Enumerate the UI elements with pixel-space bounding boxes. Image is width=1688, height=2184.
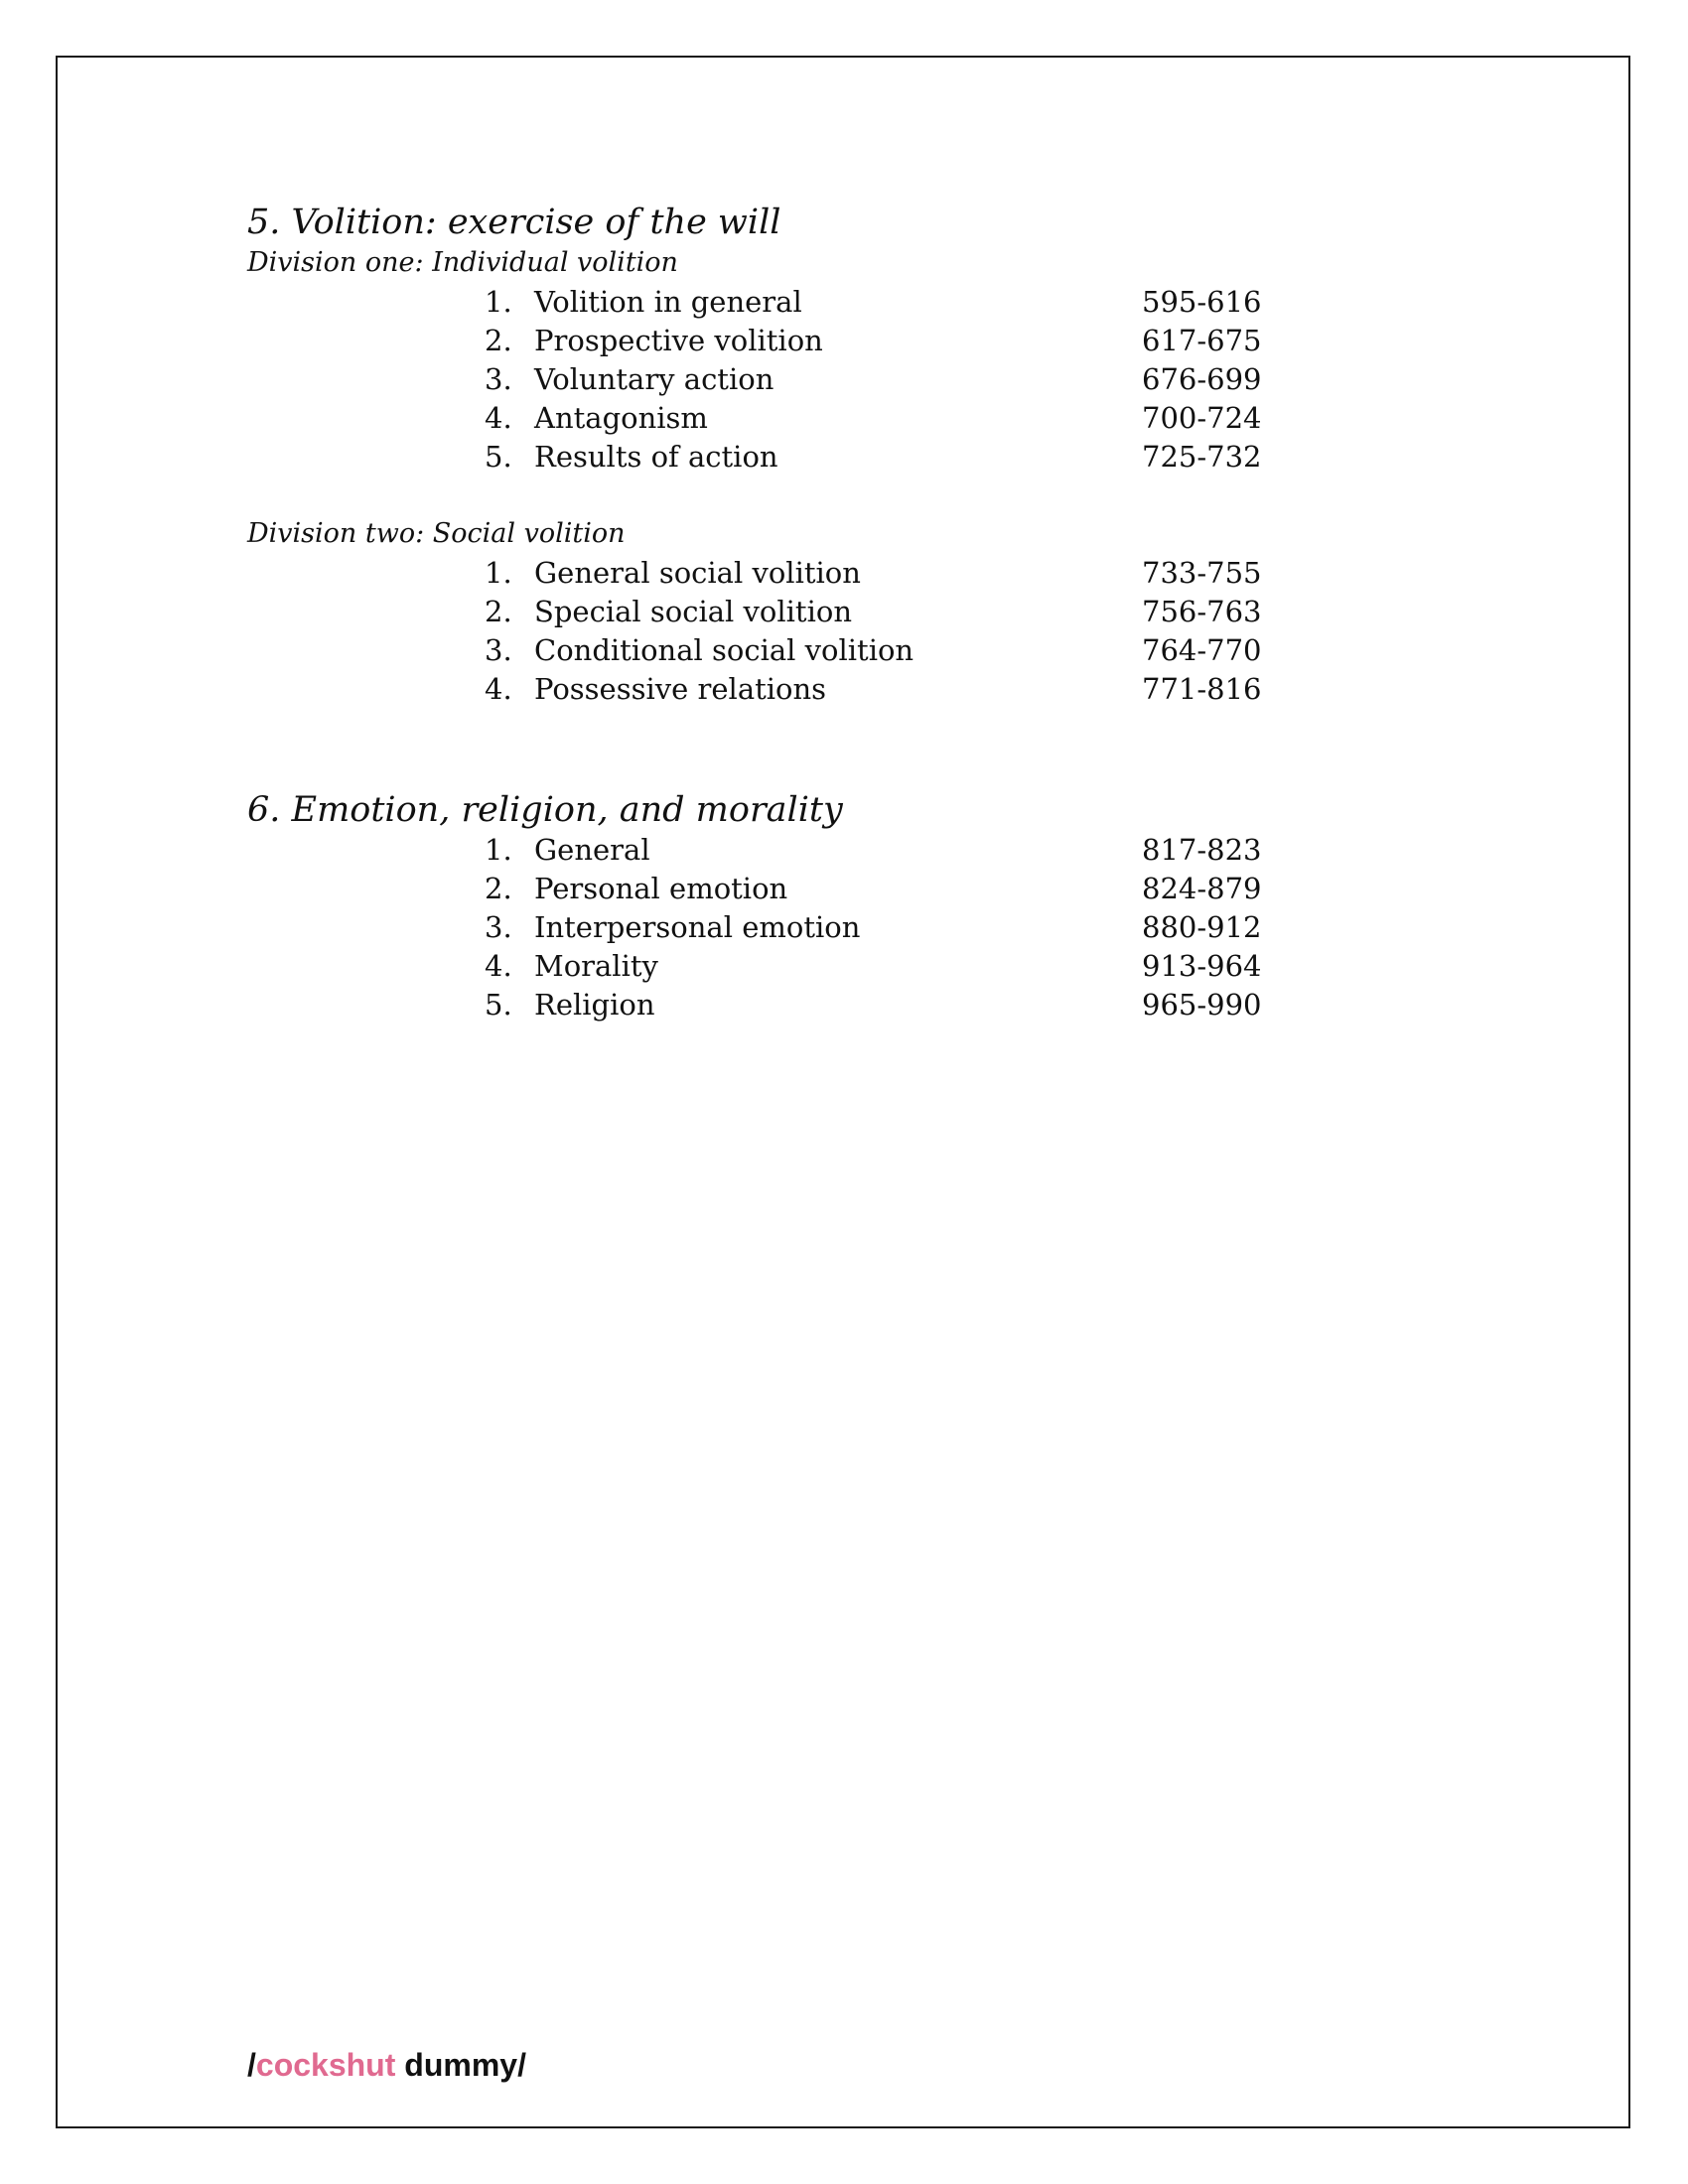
item-page-range: 824-879 (1142, 872, 1262, 905)
item-label: Personal emotion (534, 872, 788, 905)
item-page-range: 725-732 (1142, 440, 1262, 474)
item-page-range: 965-990 (1142, 988, 1262, 1022)
list-item: 4. Morality 913-964 (0, 947, 1688, 986)
footer-brand-name: cockshut (255, 2047, 396, 2083)
item-page-range: 913-964 (1142, 949, 1262, 983)
list-item: 5. Religion 965-990 (0, 986, 1688, 1024)
footer-suffix: dummy/ (395, 2047, 526, 2083)
item-label: Special social volition (534, 595, 852, 628)
division-heading-social-volition: Division two: Social volition (247, 518, 626, 549)
item-label: Results of action (534, 440, 778, 474)
item-label: Morality (534, 949, 658, 983)
item-label: General social volition (534, 556, 861, 590)
list-item: 1. Volition in general 595-616 (0, 283, 1688, 322)
section-heading-emotion-religion-morality: 6. Emotion, religion, and morality (247, 790, 843, 830)
list-item: 3. Voluntary action 676-699 (0, 360, 1688, 399)
item-label: Voluntary action (534, 362, 774, 396)
item-page-range: 595-616 (1142, 285, 1262, 319)
item-label: Volition in general (534, 285, 802, 319)
section-heading-volition: 5. Volition: exercise of the will (247, 203, 781, 242)
item-page-range: 817-823 (1142, 833, 1262, 867)
list-item: 3. Conditional social volition 764-770 (0, 631, 1688, 670)
footer-logo (247, 2045, 526, 2085)
item-page-range: 733-755 (1142, 556, 1262, 590)
division-heading-individual-volition: Division one: Individual volition (247, 247, 678, 278)
item-label: Interpersonal emotion (534, 910, 861, 944)
item-label: General (534, 833, 650, 867)
list-item: 5. Results of action 725-732 (0, 438, 1688, 477)
list-item: 4. Possessive relations 771-816 (0, 670, 1688, 709)
list-item: 2. Personal emotion 824-879 (0, 870, 1688, 908)
item-page-range: 617-675 (1142, 324, 1262, 357)
list-item: 4. Antagonism 700-724 (0, 399, 1688, 438)
list-item: 2. Special social volition 756-763 (0, 593, 1688, 631)
list-item: 1. General social volition 733-755 (0, 554, 1688, 593)
item-label: Antagonism (534, 401, 708, 435)
item-page-range: 676-699 (1142, 362, 1262, 396)
item-page-range: 880-912 (1142, 910, 1262, 944)
footer-slash: / (247, 2047, 256, 2083)
item-page-range: 756-763 (1142, 595, 1262, 628)
item-label: Prospective volition (534, 324, 823, 357)
list-item: 1. General 817-823 (0, 831, 1688, 870)
item-page-range: 700-724 (1142, 401, 1262, 435)
item-page-range: 764-770 (1142, 633, 1262, 667)
item-label: Conditional social volition (534, 633, 914, 667)
item-label: Religion (534, 988, 655, 1022)
list-item: 2. Prospective volition 617-675 (0, 322, 1688, 360)
item-label: Possessive relations (534, 672, 827, 706)
item-page-range: 771-816 (1142, 672, 1262, 706)
list-item: 3. Interpersonal emotion 880-912 (0, 908, 1688, 947)
